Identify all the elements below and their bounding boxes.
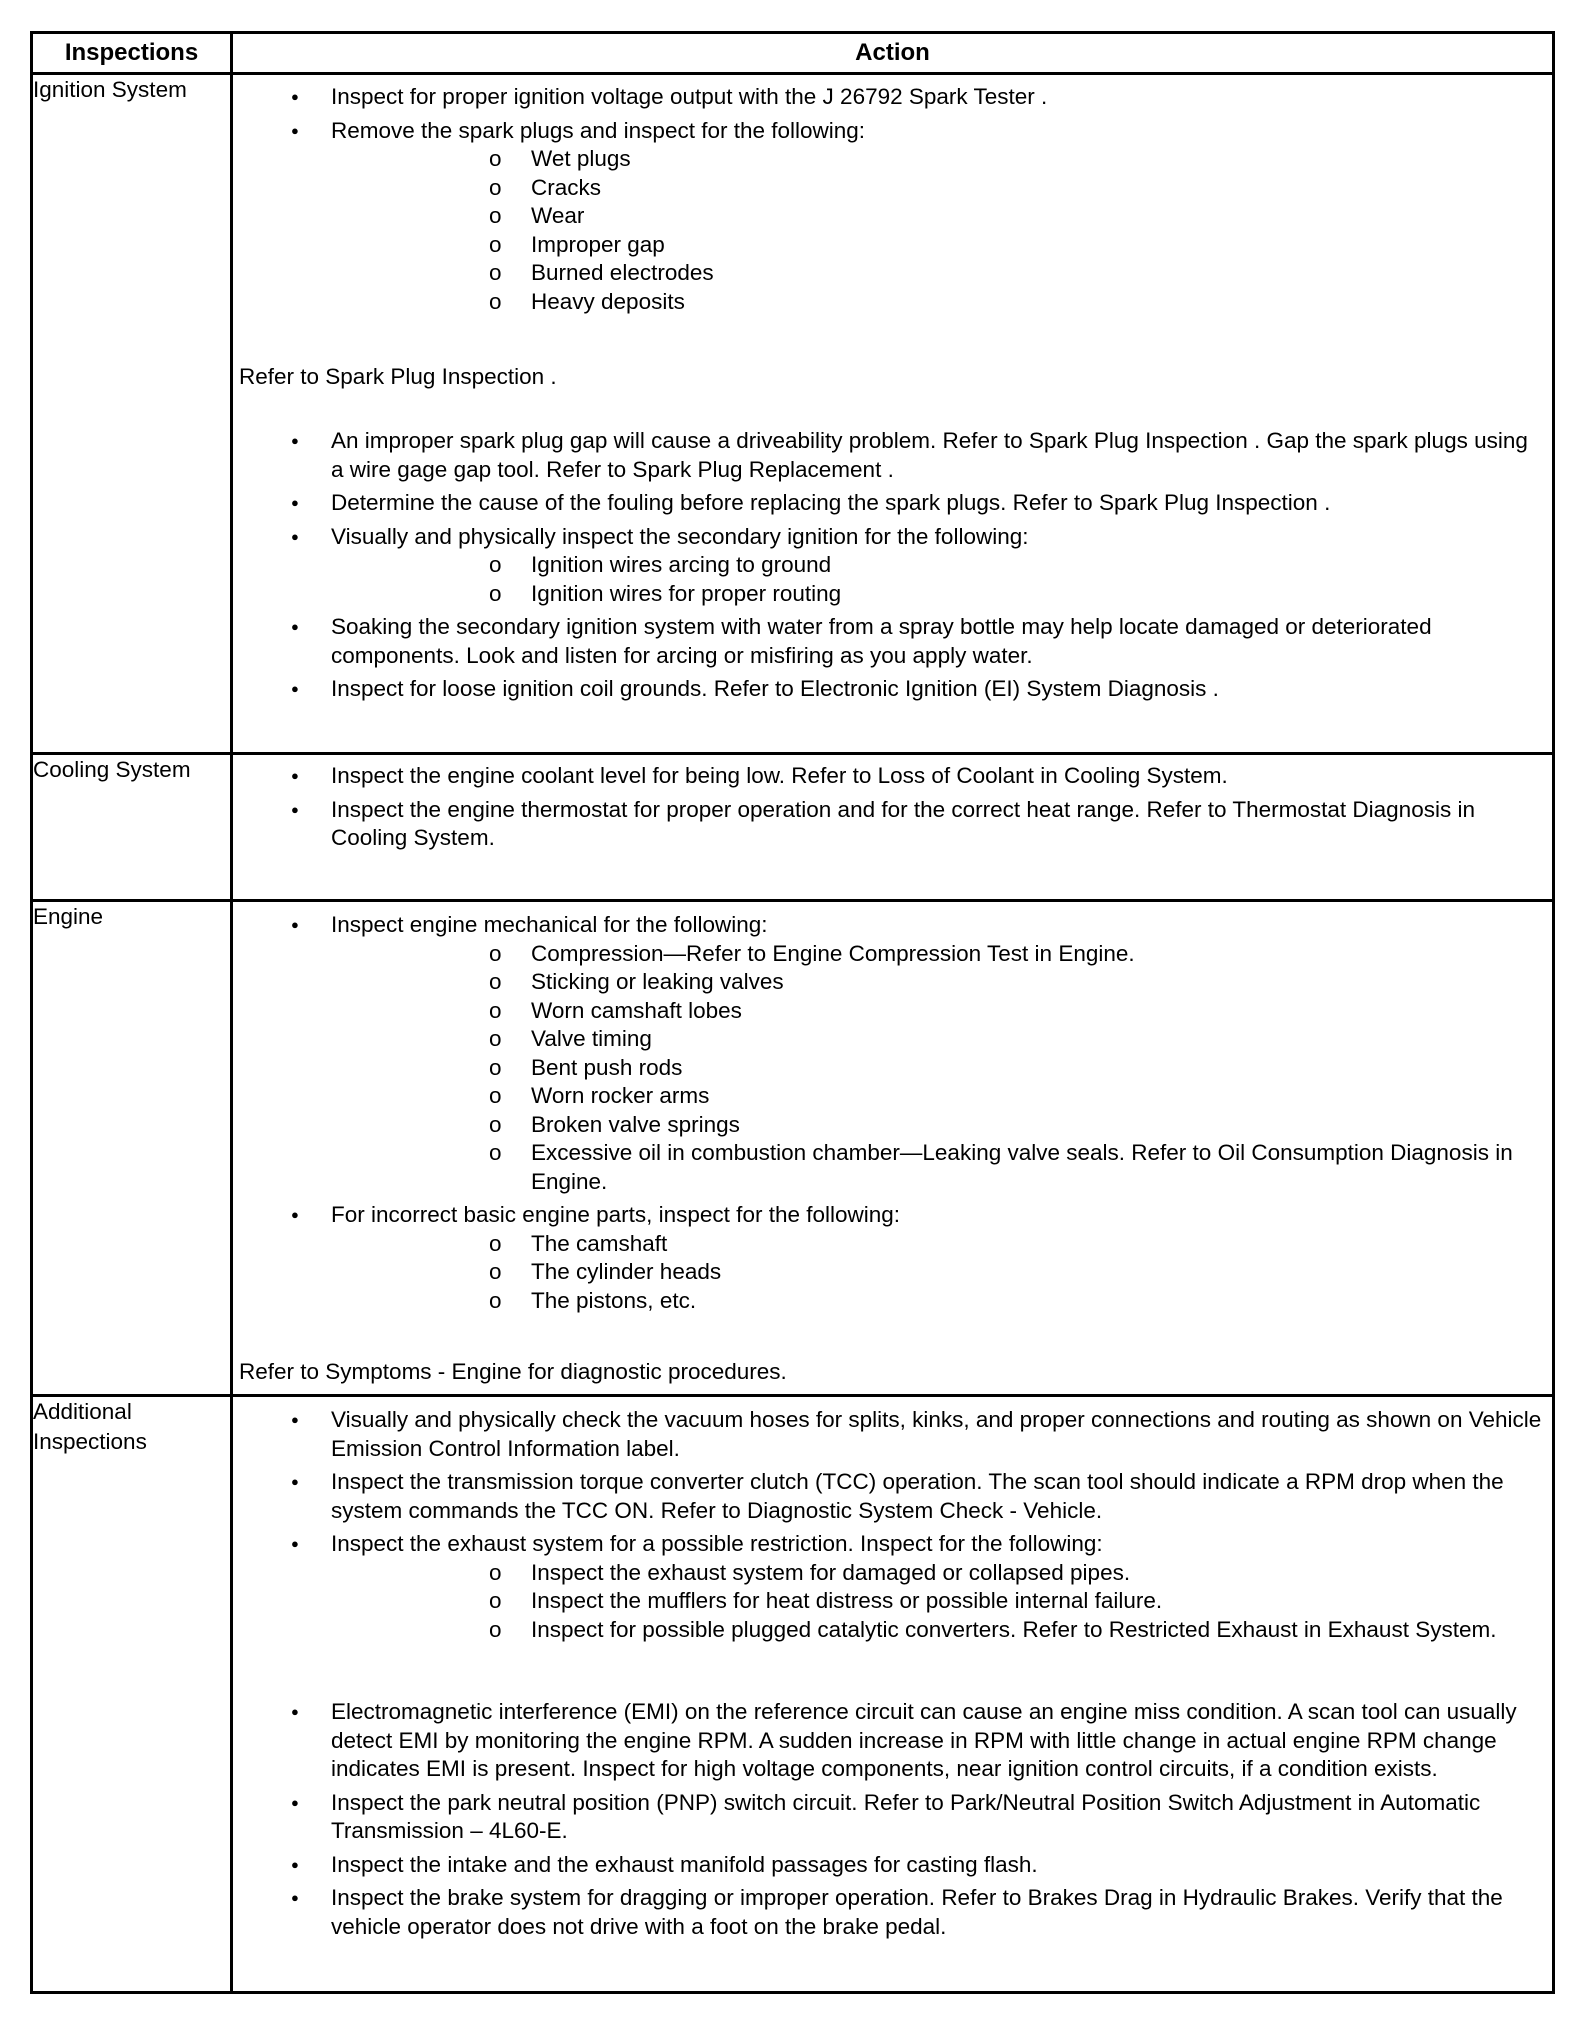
list-item [233,489,1546,518]
item-text: Inspect the engine thermostat for proper operation and for the correct heat range. Refer to Thermostat Diagnosis in Cooling System. [331,796,1475,850]
item-text: Inspect the exhaust system for a possible restriction. Inspect for the following: [331,1531,1103,1556]
sub-item: o Inspect for possible plugged catalytic converters. Refer to Restricted Exhaust in Exhaust System. [331,1616,1546,1645]
list-item [233,523,1546,609]
sub-item: o Worn camshaft lobes [331,997,1546,1026]
item-text: Inspect the intake and the exhaust manifold passages for casting flash. [331,1851,1038,1877]
sub-item: o Ignition wires for proper routing [331,580,1546,609]
row-label: Cooling System [32,754,232,901]
sub-list [331,145,1546,316]
sub-item: o Ignition wires arcing to ground [331,551,1546,580]
item-text: Inspect for proper ignition voltage output with the J 26792 Spark Tester . [331,84,1048,109]
sub-item: o Improper gap [331,231,1546,260]
bullet-block [233,427,1546,709]
note-block [233,363,1546,392]
item-text: Visually and physically inspect the secondary ignition for the following: [331,523,1029,549]
refer-note: Refer to Spark Plug Inspection . [239,364,557,389]
bullet-list [233,762,1546,853]
bullet-list [233,911,1546,1315]
bullet-list [233,1406,1546,1644]
list-item [233,675,1546,704]
item-text: Determine the cause of the fouling before replacing the spark plugs. Refer to Spark Plug Inspection . [331,490,1331,515]
refer-note: Refer to Symptoms - Engine for diagnostic procedures. [239,1359,787,1384]
item-text: Electromagnetic interference (EMI) on the reference circuit can cause an engine miss condition. A scan tool can usually detect EMI by monitoring the engine RPM. A sudden increase in RPM with little change in actual engine RPM change indicates EMI is present. Inspect for high voltage components, near ignition control circuits, if a condition exists. [331,1699,1517,1781]
table-row [32,1396,1554,1993]
list-item [233,117,1546,317]
item-text: Inspect the brake system for dragging or improper operation. Refer to Brakes Drag in Hydraulic Brakes. Verify that the vehicle operator does not drive with a foot on the brake pedal. [331,1885,1503,1939]
item-text: Visually and physically check the vacuum hoses for splits, kinks, and proper connections and routing as shown on Vehicle Emission Control Information label. [331,1407,1542,1461]
row-action [232,901,1554,1396]
list-item [233,1884,1546,1941]
item-text: For incorrect basic engine parts, inspect for the following: [331,1202,901,1227]
item-text: An improper spark plug gap will cause a driveability problem. Refer to Spark Plug Inspection . Gap the spark plugs using a wire gage gap tool. Refer to Spark Plug Replacement . [331,428,1528,482]
list-item [233,1789,1546,1846]
bullet-block [233,762,1546,858]
item-text: Inspect for loose ignition coil grounds. Refer to Electronic Ignition (EI) System Diagnosis . [331,676,1219,701]
bullet-block [233,1406,1546,1649]
list-item [233,427,1546,484]
item-text: Inspect the engine coolant level for being low. Refer to Loss of Coolant in Cooling System. [331,763,1228,788]
list-item [233,1201,1546,1315]
sub-item: o The cylinder heads [331,1258,1546,1287]
sub-list [331,1559,1546,1645]
bullet-list [233,1698,1546,1941]
sub-item: o Wear [331,202,1546,231]
table-row [32,74,1554,754]
bullet-list [233,83,1546,316]
row-label: Additional Inspections [32,1396,232,1993]
bullet-block [233,83,1546,321]
list-item [233,613,1546,670]
list-item [233,796,1546,853]
list-item [233,1468,1546,1525]
sub-item: o Heavy deposits [331,288,1546,317]
sub-item: o The camshaft [331,1230,1546,1259]
sub-item: o Cracks [331,174,1546,203]
list-item [233,762,1546,791]
sub-item: o Burned electrodes [331,259,1546,288]
item-text: Inspect the transmission torque converter clutch (TCC) operation. The scan tool should indicate a RPM drop when the system commands the TCC ON. Refer to Diagnostic System Check - Vehicle. [331,1469,1504,1523]
bullet-block [233,911,1546,1320]
list-item [233,1851,1546,1880]
item-text: Inspect engine mechanical for the following: [331,912,768,937]
list-item [233,911,1546,1196]
sub-item: o Bent push rods [331,1054,1546,1083]
sub-item: o Inspect the mufflers for heat distress or possible internal failure. [331,1587,1546,1616]
row-action [232,1396,1554,1993]
header-inspections: Inspections [32,33,232,74]
sub-item: o Broken valve springs [331,1111,1546,1140]
list-item [233,1530,1546,1644]
sub-item: o The pistons, etc. [331,1287,1546,1316]
table-row [32,754,1554,901]
sub-list [331,551,1546,608]
sub-item: o Excessive oil in combustion chamber—Leaking valve seals. Refer to Oil Consumption Diagnosis in Engine. [331,1139,1546,1196]
header-action: Action [232,33,1554,74]
note-block [233,1358,1546,1387]
sub-item: o Compression—Refer to Engine Compression Test in Engine. [331,940,1546,969]
sub-item: o Worn rocker arms [331,1082,1546,1111]
bullet-block [233,1698,1546,1946]
sub-item: o Sticking or leaking valves [331,968,1546,997]
table-row [32,901,1554,1396]
row-action [232,754,1554,901]
row-label: Engine [32,901,232,1396]
list-item [233,83,1546,112]
sub-list [331,1230,1546,1316]
list-item [233,1698,1546,1784]
item-text: Inspect the park neutral position (PNP) switch circuit. Refer to Park/Neutral Position Switch Adjustment in Automatic Transmission – 4L60-E. [331,1789,1481,1843]
sub-item: o Wet plugs [331,145,1546,174]
item-text: Soaking the secondary ignition system with water from a spray bottle may help locate damaged or deteriorated components. Look and listen for arcing or misfiring as you apply water. [331,614,1432,668]
inspection-table [30,31,1555,1994]
list-item [233,1406,1546,1463]
row-label: Ignition System [32,74,232,754]
bullet-list [233,427,1546,704]
header-row [32,33,1554,74]
sub-item: o Valve timing [331,1025,1546,1054]
sub-list [331,940,1546,1197]
row-action [232,74,1554,754]
sub-item: o Inspect the exhaust system for damaged or collapsed pipes. [331,1559,1546,1588]
item-text: Remove the spark plugs and inspect for the following: [331,117,866,143]
